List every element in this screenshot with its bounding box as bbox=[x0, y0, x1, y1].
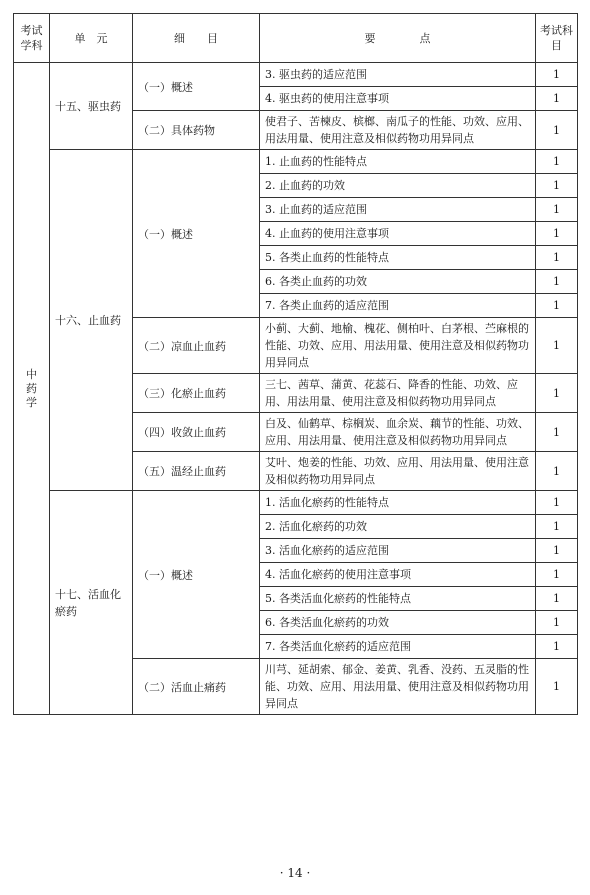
table-body bbox=[14, 63, 578, 715]
point-cell: 4. 活血化瘀药的使用注意事项 bbox=[260, 563, 536, 587]
detail-cell: （二）凉血止血药 bbox=[133, 318, 260, 374]
detail-cell: （五）温经止血药 bbox=[133, 452, 260, 491]
header-points: 要 点 bbox=[260, 14, 536, 63]
header-detail: 细 目 bbox=[133, 14, 260, 63]
point-cell: 1. 活血化瘀药的性能特点 bbox=[260, 491, 536, 515]
category-cell: 1 bbox=[536, 294, 578, 318]
category-cell: 1 bbox=[536, 587, 578, 611]
point-cell: 3. 驱虫药的适应范围 bbox=[260, 63, 536, 87]
table-row bbox=[14, 63, 578, 87]
point-cell: 5. 各类止血药的性能特点 bbox=[260, 246, 536, 270]
detail-cell: （三）化瘀止血药 bbox=[133, 374, 260, 413]
point-cell: 4. 止血药的使用注意事项 bbox=[260, 222, 536, 246]
point-cell: 7. 各类止血药的适应范围 bbox=[260, 294, 536, 318]
category-cell: 1 bbox=[536, 539, 578, 563]
category-cell: 1 bbox=[536, 270, 578, 294]
category-cell: 1 bbox=[536, 87, 578, 111]
point-cell: 小蓟、大蓟、地榆、槐花、侧柏叶、白茅根、苎麻根的性能、功效、应用、用法用量、使用注意及相似药物功用异同点 bbox=[260, 318, 536, 374]
category-cell: 1 bbox=[536, 222, 578, 246]
point-cell: 三七、茜草、蒲黄、花蕊石、降香的性能、功效、应用、用法用量、使用注意及相似药物功用异同点 bbox=[260, 374, 536, 413]
point-cell: 使君子、苦楝皮、槟榔、南瓜子的性能、功效、应用、用法用量、使用注意及相似药物功用异同点 bbox=[260, 111, 536, 150]
point-cell: 7. 各类活血化瘀药的适应范围 bbox=[260, 635, 536, 659]
category-cell: 1 bbox=[536, 150, 578, 174]
category-cell: 1 bbox=[536, 452, 578, 491]
category-cell: 1 bbox=[536, 198, 578, 222]
point-cell: 6. 各类止血药的功效 bbox=[260, 270, 536, 294]
point-cell: 4. 驱虫药的使用注意事项 bbox=[260, 87, 536, 111]
unit-cell: 十五、驱虫药 bbox=[50, 63, 133, 150]
header-category: 考试科目 bbox=[536, 14, 578, 63]
point-cell: 3. 活血化瘀药的适应范围 bbox=[260, 539, 536, 563]
detail-cell: （一）概述 bbox=[133, 150, 260, 318]
unit-cell: 十六、止血药 bbox=[50, 150, 133, 491]
point-cell: 2. 活血化瘀药的功效 bbox=[260, 515, 536, 539]
category-cell: 1 bbox=[536, 635, 578, 659]
point-cell: 川芎、延胡索、郁金、姜黄、乳香、没药、五灵脂的性能、功效、应用、用法用量、使用注意及相似药物功用异同点 bbox=[260, 659, 536, 715]
detail-cell: （二）活血止痛药 bbox=[133, 659, 260, 715]
category-cell: 1 bbox=[536, 111, 578, 150]
header-row bbox=[14, 14, 578, 63]
point-cell: 5. 各类活血化瘀药的性能特点 bbox=[260, 587, 536, 611]
subject-cell bbox=[14, 63, 50, 715]
header-unit: 单 元 bbox=[50, 14, 133, 63]
point-cell: 3. 止血药的适应范围 bbox=[260, 198, 536, 222]
detail-cell: （二）具体药物 bbox=[133, 111, 260, 150]
point-cell: 2. 止血药的功效 bbox=[260, 174, 536, 198]
category-cell: 1 bbox=[536, 174, 578, 198]
category-cell: 1 bbox=[536, 515, 578, 539]
table-row bbox=[14, 491, 578, 515]
category-cell: 1 bbox=[536, 318, 578, 374]
subject-label: 中药学 bbox=[26, 367, 37, 409]
category-cell: 1 bbox=[536, 659, 578, 715]
syllabus-table bbox=[13, 13, 578, 715]
category-cell: 1 bbox=[536, 563, 578, 587]
header-subject: 考试学科 bbox=[14, 14, 50, 63]
category-cell: 1 bbox=[536, 611, 578, 635]
point-cell: 白及、仙鹤草、棕榈炭、血余炭、藕节的性能、功效、应用、用法用量、使用注意及相似药物功用异同点 bbox=[260, 413, 536, 452]
category-cell: 1 bbox=[536, 246, 578, 270]
detail-cell: （一）概述 bbox=[133, 491, 260, 659]
table-row bbox=[14, 150, 578, 174]
unit-cell: 十七、活血化瘀药 bbox=[50, 491, 133, 715]
page-number: · 14 · bbox=[279, 866, 311, 880]
detail-cell: （四）收敛止血药 bbox=[133, 413, 260, 452]
category-cell: 1 bbox=[536, 491, 578, 515]
category-cell: 1 bbox=[536, 413, 578, 452]
point-cell: 1. 止血药的性能特点 bbox=[260, 150, 536, 174]
point-cell: 6. 各类活血化瘀药的功效 bbox=[260, 611, 536, 635]
detail-cell: （一）概述 bbox=[133, 63, 260, 111]
point-cell: 艾叶、炮姜的性能、功效、应用、用法用量、使用注意及相似药物功用异同点 bbox=[260, 452, 536, 491]
category-cell: 1 bbox=[536, 374, 578, 413]
category-cell: 1 bbox=[536, 63, 578, 87]
